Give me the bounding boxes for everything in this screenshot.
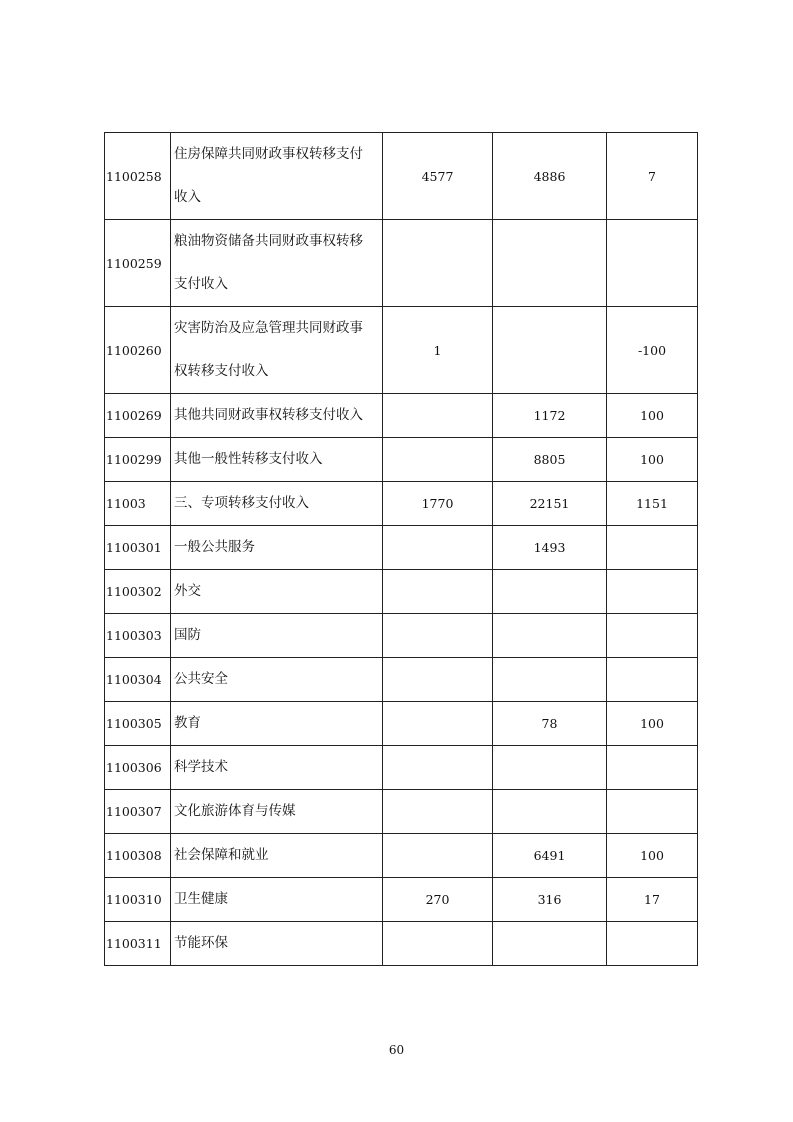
row-value-1 [383,614,493,658]
row-value-1 [383,394,493,438]
row-value-1 [383,834,493,878]
row-code: 1100269 [105,394,171,438]
row-value-1 [383,658,493,702]
row-name: 社会保障和就业 [171,834,383,878]
table-row [105,922,698,966]
row-code: 1100260 [105,307,171,394]
row-value-2 [493,658,607,702]
page-number: 60 [388,1043,405,1057]
row-value-2 [493,220,607,307]
row-code: 1100306 [105,746,171,790]
row-value-2: 1172 [493,394,607,438]
table-row [105,438,698,482]
row-value-1 [383,790,493,834]
table-row [105,834,698,878]
row-value-1 [383,922,493,966]
row-value-2: 4886 [493,133,607,220]
row-value-3: 17 [607,878,698,922]
row-name: 其他一般性转移支付收入 [171,438,383,482]
row-name: 教育 [171,702,383,746]
row-value-3 [607,614,698,658]
table-row [105,570,698,614]
row-value-1: 1 [383,307,493,394]
row-value-1: 1770 [383,482,493,526]
row-name: 住房保障共同财政事权转移支付收入 [171,133,383,220]
row-value-2: 316 [493,878,607,922]
row-value-3 [607,922,698,966]
table-row [105,878,698,922]
table-row [105,614,698,658]
row-value-3 [607,570,698,614]
row-value-3: 1151 [607,482,698,526]
table-row [105,702,698,746]
row-value-2 [493,922,607,966]
row-code: 1100259 [105,220,171,307]
row-value-2 [493,614,607,658]
row-name: 文化旅游体育与传媒 [171,790,383,834]
row-value-1: 4577 [383,133,493,220]
row-code: 1100258 [105,133,171,220]
row-value-3 [607,658,698,702]
row-code: 1100303 [105,614,171,658]
row-value-3 [607,746,698,790]
row-value-2 [493,570,607,614]
row-value-2: 6491 [493,834,607,878]
row-value-1 [383,570,493,614]
row-value-2: 22151 [493,482,607,526]
row-value-2: 8805 [493,438,607,482]
row-value-3: 100 [607,438,698,482]
row-name: 灾害防治及应急管理共同财政事权转移支付收入 [171,307,383,394]
row-value-3: -100 [607,307,698,394]
table-row [105,790,698,834]
table-row [105,133,698,220]
row-value-3 [607,526,698,570]
row-name: 科学技术 [171,746,383,790]
row-value-1 [383,220,493,307]
row-code: 1100307 [105,790,171,834]
table-row [105,658,698,702]
budget-table [104,132,698,966]
table-row [105,526,698,570]
row-value-3: 7 [607,133,698,220]
row-name: 其他共同财政事权转移支付收入 [171,394,383,438]
row-value-1 [383,526,493,570]
row-name: 粮油物资储备共同财政事权转移支付收入 [171,220,383,307]
table-row [105,482,698,526]
row-value-2: 1493 [493,526,607,570]
row-code: 1100301 [105,526,171,570]
table-row [105,746,698,790]
row-value-1 [383,438,493,482]
row-value-3: 100 [607,394,698,438]
row-value-3: 100 [607,702,698,746]
row-name: 节能环保 [171,922,383,966]
table-row [105,307,698,394]
row-value-3: 100 [607,834,698,878]
row-name: 外交 [171,570,383,614]
row-value-1: 270 [383,878,493,922]
row-name: 三、专项转移支付收入 [171,482,383,526]
table-row [105,220,698,307]
row-value-2 [493,307,607,394]
row-value-2 [493,746,607,790]
row-code: 1100310 [105,878,171,922]
row-value-1 [383,746,493,790]
row-code: 1100311 [105,922,171,966]
row-code: 11003 [105,482,171,526]
row-code: 1100305 [105,702,171,746]
row-code: 1100299 [105,438,171,482]
row-value-3 [607,220,698,307]
row-name: 一般公共服务 [171,526,383,570]
row-name: 国防 [171,614,383,658]
row-code: 1100304 [105,658,171,702]
row-value-3 [607,790,698,834]
row-value-2: 78 [493,702,607,746]
table-row [105,394,698,438]
row-name: 公共安全 [171,658,383,702]
row-value-2 [493,790,607,834]
row-code: 1100302 [105,570,171,614]
row-name: 卫生健康 [171,878,383,922]
row-value-1 [383,702,493,746]
row-code: 1100308 [105,834,171,878]
